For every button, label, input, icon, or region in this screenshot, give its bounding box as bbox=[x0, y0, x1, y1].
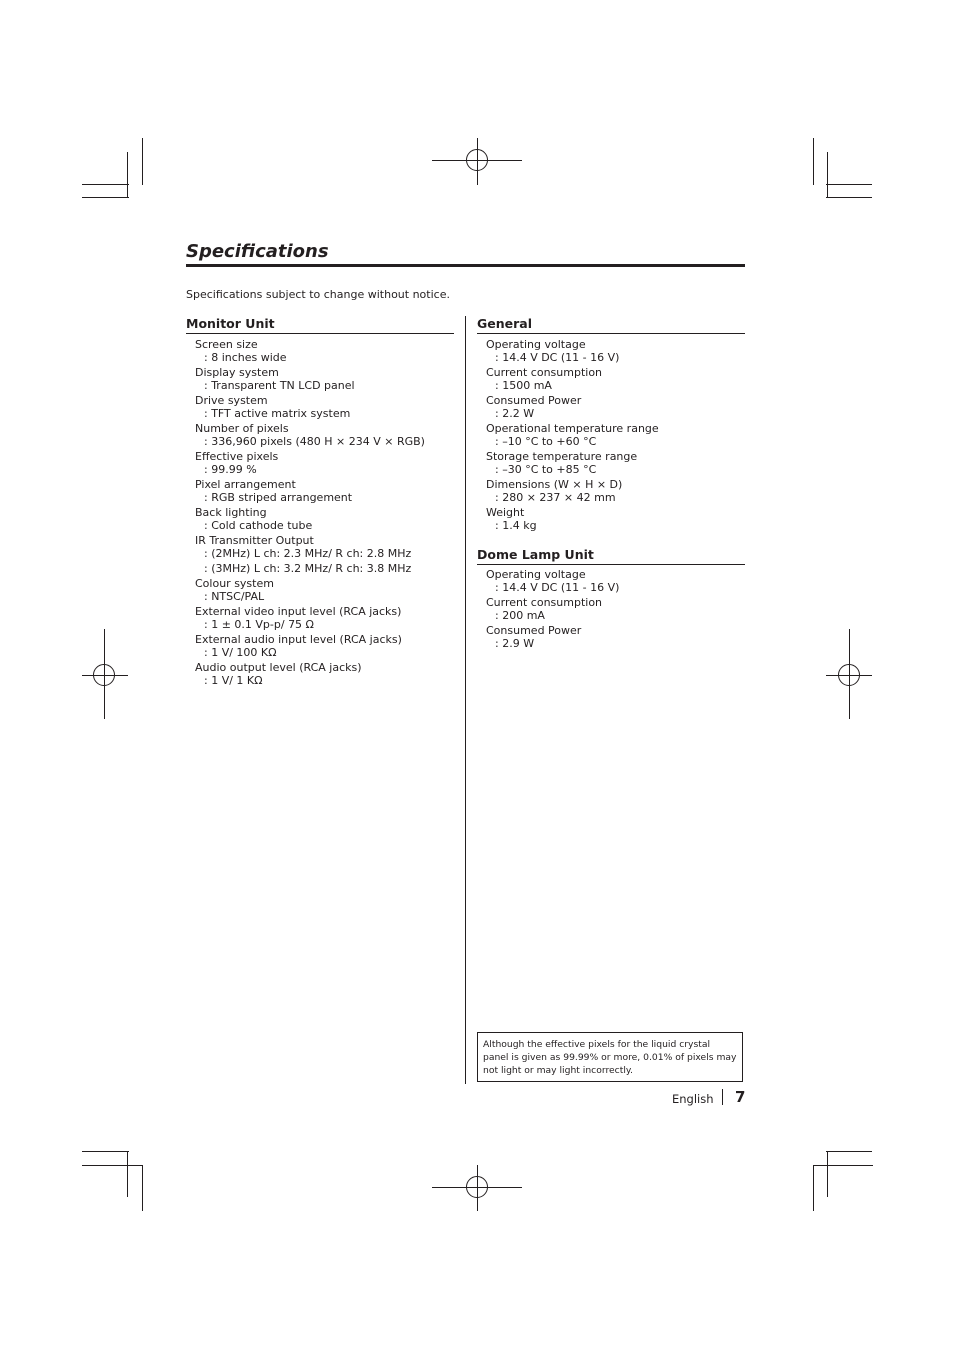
spec-label: Effective pixels bbox=[195, 450, 279, 463]
spec-label: External audio input level (RCA jacks) bbox=[195, 633, 402, 646]
column-divider bbox=[465, 316, 466, 1084]
spec-item bbox=[195, 394, 460, 420]
subtitle-note: Specifications subject to change without notice. bbox=[186, 288, 450, 301]
spec-item bbox=[195, 577, 460, 603]
spec-value: : 2.2 W bbox=[495, 407, 535, 420]
spec-value: : RGB striped arrangement bbox=[204, 491, 353, 504]
spec-value: : Transparent TN LCD panel bbox=[204, 379, 355, 392]
spec-value: : 1.4 kg bbox=[495, 519, 537, 532]
spec-value: : 200 mA bbox=[495, 609, 545, 622]
spec-label: Display system bbox=[195, 366, 279, 379]
spec-value: : Cold cathode tube bbox=[204, 519, 313, 532]
spec-item bbox=[486, 624, 744, 650]
footer-language: English bbox=[672, 1092, 714, 1106]
section-heading-general: General bbox=[477, 316, 532, 331]
section-rule bbox=[477, 333, 745, 334]
spec-label: Operating voltage bbox=[486, 568, 586, 581]
spec-label: Storage temperature range bbox=[486, 450, 638, 463]
spec-label: Current consumption bbox=[486, 596, 603, 609]
lcd-pixel-note: Although the effective pixels for the liquid crystal panel is given as 99.99% or more, 0.01% of pixels may not light or may light incorrectly. bbox=[477, 1032, 743, 1082]
spec-value: : TFT active matrix system bbox=[204, 407, 351, 420]
spec-label: Audio output level (RCA jacks) bbox=[195, 661, 362, 674]
spec-item bbox=[486, 394, 744, 420]
spec-label: Operational temperature range bbox=[486, 422, 659, 435]
spec-item bbox=[486, 568, 744, 594]
spec-value: : 8 inches wide bbox=[204, 351, 287, 364]
spec-item bbox=[486, 596, 744, 622]
spec-label: External video input level (RCA jacks) bbox=[195, 605, 402, 618]
spec-item bbox=[195, 633, 460, 659]
spec-item bbox=[195, 338, 460, 364]
spec-label: Screen size bbox=[195, 338, 258, 351]
spec-value: : 99.99 % bbox=[204, 463, 257, 476]
spec-label: IR Transmitter Output bbox=[195, 534, 314, 547]
spec-item bbox=[486, 338, 744, 364]
spec-value: : NTSC/PAL bbox=[204, 590, 265, 603]
spec-item bbox=[486, 506, 744, 532]
spec-value: : –10 °C to +60 °C bbox=[495, 435, 597, 448]
spec-list-dome-lamp-unit bbox=[486, 568, 744, 652]
spec-label: Pixel arrangement bbox=[195, 478, 296, 491]
spec-item bbox=[486, 450, 744, 476]
page-number: 7 bbox=[735, 1088, 746, 1106]
spec-label: Back lighting bbox=[195, 506, 267, 519]
spec-item bbox=[195, 422, 460, 448]
spec-value: : (3MHz) L ch: 3.2 MHz/ R ch: 3.8 MHz bbox=[204, 562, 412, 575]
spec-item bbox=[195, 534, 460, 575]
spec-label: Consumed Power bbox=[486, 394, 582, 407]
spec-value: : 1 ± 0.1 Vp-p/ 75 Ω bbox=[204, 618, 314, 631]
section-rule bbox=[186, 333, 454, 334]
spec-label: Drive system bbox=[195, 394, 268, 407]
spec-item bbox=[195, 661, 460, 687]
section-heading-dome-lamp-unit: Dome Lamp Unit bbox=[477, 547, 594, 562]
spec-label: Operating voltage bbox=[486, 338, 586, 351]
page-title: Specifications bbox=[186, 241, 329, 262]
spec-value: : 1 V/ 100 KΩ bbox=[204, 646, 277, 659]
spec-item bbox=[195, 450, 460, 476]
spec-value: : 1500 mA bbox=[495, 379, 552, 392]
spec-item bbox=[195, 366, 460, 392]
spec-value: : (2MHz) L ch: 2.3 MHz/ R ch: 2.8 MHz bbox=[204, 547, 412, 560]
spec-value: : 1 V/ 1 KΩ bbox=[204, 674, 263, 687]
spec-label: Number of pixels bbox=[195, 422, 289, 435]
spec-list-monitor-unit bbox=[195, 338, 460, 689]
section-rule bbox=[477, 564, 745, 565]
spec-label: Current consumption bbox=[486, 366, 603, 379]
spec-item bbox=[486, 366, 744, 392]
spec-value: : 336,960 pixels (480 H × 234 V × RGB) bbox=[204, 435, 425, 448]
spec-label: Weight bbox=[486, 506, 525, 519]
title-rule bbox=[186, 264, 745, 267]
spec-label: Dimensions (W × H × D) bbox=[486, 478, 623, 491]
spec-item bbox=[486, 422, 744, 448]
section-heading-monitor-unit: Monitor Unit bbox=[186, 316, 275, 331]
spec-value: : 2.9 W bbox=[495, 637, 535, 650]
spec-item bbox=[486, 478, 744, 504]
spec-label: Colour system bbox=[195, 577, 274, 590]
footer-separator bbox=[722, 1089, 723, 1105]
spec-label: Consumed Power bbox=[486, 624, 582, 637]
spec-value: : 280 × 237 × 42 mm bbox=[495, 491, 616, 504]
spec-item bbox=[195, 478, 460, 504]
spec-value: : 14.4 V DC (11 - 16 V) bbox=[495, 581, 620, 594]
spec-value: : 14.4 V DC (11 - 16 V) bbox=[495, 351, 620, 364]
spec-item bbox=[195, 605, 460, 631]
spec-value: : –30 °C to +85 °C bbox=[495, 463, 597, 476]
spec-item bbox=[195, 506, 460, 532]
spec-list-general bbox=[486, 338, 744, 534]
